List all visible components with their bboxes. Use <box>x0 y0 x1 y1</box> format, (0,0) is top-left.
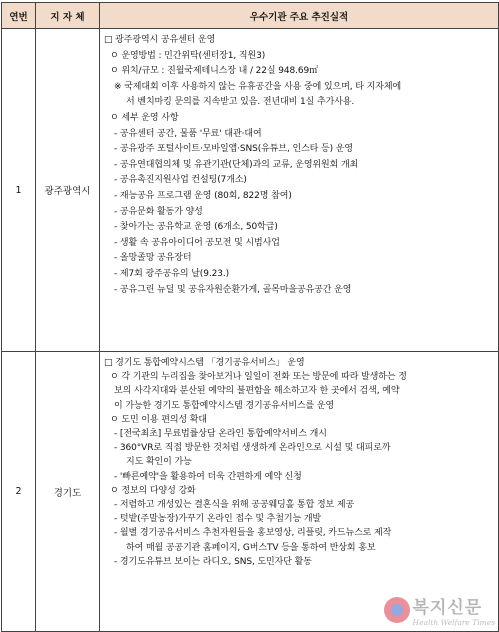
row-achievements <box>100 29 499 352</box>
dash-line: - 360°VR로 직접 방문한 것처럼 생생하게 온라인으로 시설 및 대피로까 <box>114 443 391 454</box>
dash-line: - 공유광주 포털사이트·모바일앱·SNS(유튜브, 인스타 등) 운영 <box>114 144 353 155</box>
dash-line: - 찾아가는 공유학교 운영 (6개소, 50학급) <box>114 222 278 233</box>
dash-line: - 저렴하고 개성있는 결혼식을 위해 공공웨딩홀 통합 정보 제공 <box>114 500 355 511</box>
header-number: 연번 <box>2 3 36 29</box>
dash-line-cont: 하여 매월 공공기관 홈페이지, G버스TV 등을 통하여 반상회 홍보 <box>126 542 376 553</box>
bullet-line: ㅇ 도민 이용 편의성 확대 <box>110 414 207 425</box>
bullet-line: ㅇ 위치/규모 : 진월국제테니스장 내 / 22실 948.69㎡ <box>110 66 319 77</box>
header-achievements: 우수기관 주요 추진실적 <box>100 3 499 29</box>
bullet-line-cont: 보의 사각지대와 분산된 예약의 불편함을 해소하고자 한 곳에서 검색, 예약 <box>114 386 400 397</box>
newspaper-logo-icon <box>384 597 410 623</box>
achievement-table <box>1 2 499 632</box>
row-government: 광주광역시 <box>36 29 100 352</box>
bullet-line: ㅇ 정보의 다양성 강화 <box>110 485 196 496</box>
dash-line: - 공유연대협의체 및 유관기관(단체)과의 교류, 운영위원회 개최 <box>114 159 359 170</box>
dash-line: - 경기도유튜브 보이는 라디오, SNS, 도민자단 활동 <box>114 556 312 567</box>
dash-line-cont: 지도 확인이 가능 <box>126 457 192 468</box>
dash-line: - '빠른예약'을 활용하여 더욱 간편하게 예약 신청 <box>114 471 302 482</box>
row-government: 경기도 <box>36 352 100 632</box>
table-row <box>2 352 499 632</box>
dash-line: - 제7회 광주공유의 날(9.23.) <box>114 268 230 279</box>
dash-line: - 생활 속 공유아이디어 공모전 및 시범사업 <box>114 237 280 248</box>
row-number: 2 <box>2 352 36 632</box>
bullet-line-cont: 이 가능한 경기도 통합예약시스템 경기공유서비스를 운영 <box>114 400 335 411</box>
dash-line: - 월별 경기공유서비스 추천자원들을 홍보영상, 리플릿, 카드뉴스로 제작 <box>114 528 392 539</box>
section-title: □ 경기도 통합예약시스템 「경기공유서비스」 운영 <box>104 358 305 368</box>
dash-line: - 공유문화 활동가 양성 <box>114 206 203 217</box>
dash-line: - 공유그린 뉴딜 및 공유자원순환가게, 골목마을공유공간 운영 <box>114 284 352 295</box>
header-government: 지 자 체 <box>36 3 100 29</box>
row-achievements <box>100 352 499 632</box>
table-row <box>2 29 499 352</box>
dash-line: - 공유촉진지원사업 컨설팅(7개소) <box>114 175 247 186</box>
dash-line: - 올망졸망 공유장터 <box>114 253 192 264</box>
watermark-title: 복지신문 <box>412 598 483 618</box>
table-header-row <box>2 3 499 29</box>
bullet-line: ㅇ 각 기관의 누리집을 찾아보거나 일일이 전화 또는 방문에 따라 발생하는 정 <box>110 372 407 383</box>
note-line: 서 벤치마킹 문의를 지속받고 있음. 전년대비 1실 추가사용. <box>126 97 355 108</box>
dash-line: - 재능공유 프로그램 운영 (80회, 822명 참여) <box>114 190 292 201</box>
bullet-line: ㅇ 세부 운영 사항 <box>110 112 179 123</box>
bullet-line: ㅇ 운영방법 : 민간위탁(센터장1, 직원3) <box>110 50 266 61</box>
dash-line: - [전국최초] 무료법률상담 온라인 통합예약서비스 개시 <box>114 429 327 440</box>
watermark-subtitle: Health Welfare Times <box>412 618 495 627</box>
note-line: ※ 국제대회 이후 사용하지 않는 유휴공간을 사용 중에 있으며, 타 지자체에 <box>114 81 402 92</box>
row-number: 1 <box>2 29 36 352</box>
section-title: □ 광주광역시 공유센터 운영 <box>104 35 216 45</box>
newspaper-watermark <box>384 593 495 627</box>
dash-line: - 텃밭(주말농장)가꾸기 온라인 접수 및 추첨기능 개발 <box>114 514 322 525</box>
dash-line: - 공유센터 공간, 물품 '무료' 대관·대여 <box>114 128 262 139</box>
